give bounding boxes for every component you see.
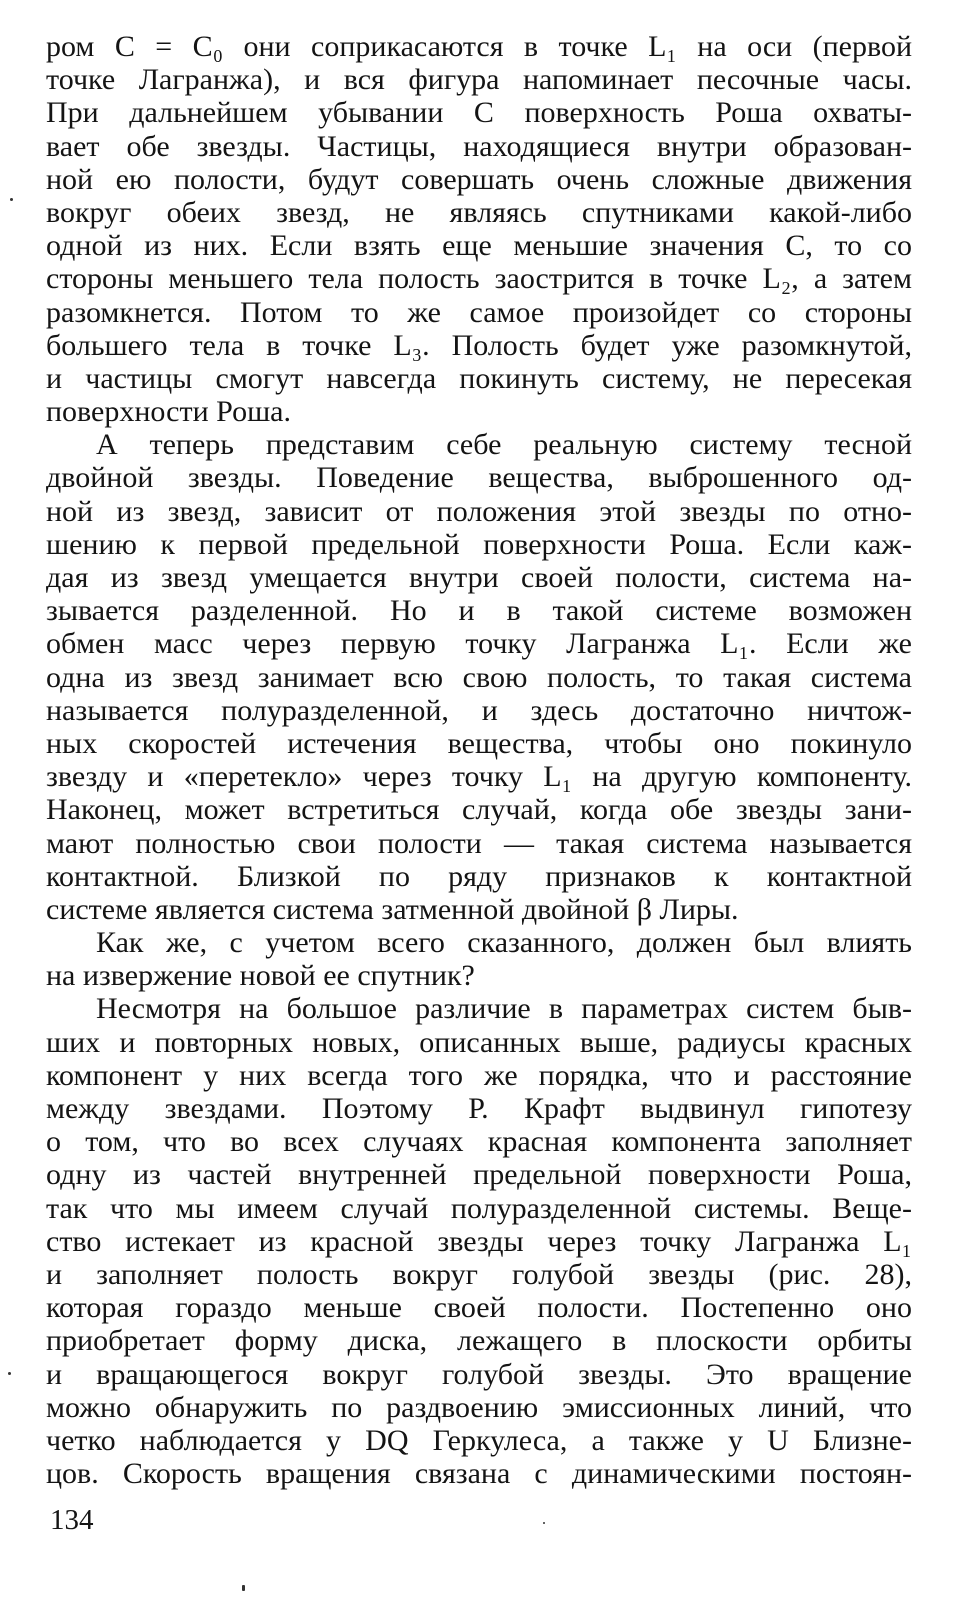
text-line: разомкнется. Потом то же самое произойдет со стороны — [46, 295, 912, 329]
text-line: приобретает форму диска, лежащего в плоскости орбиты — [46, 1324, 912, 1358]
text-line: зывается разделенной. Но и в такой системе возможен — [46, 594, 912, 628]
text-line: вокруг обеих звезд, не являясь спутниками какой-либо — [46, 195, 912, 229]
page-number: 134 — [50, 1504, 94, 1536]
text-line: на извержение новой ее спутник? — [46, 959, 475, 993]
text-line: вает обе звезды. Частицы, находящиеся внутри образован- — [46, 129, 912, 163]
text-line: Наконец, может встретиться случай, когда обе звезды зани- — [46, 793, 912, 827]
text-line: о том, что во всех случаях красная компонента заполняет — [46, 1125, 912, 1159]
paragraph-first-line: Несмотря на большое различие в параметрах систем быв- — [96, 992, 912, 1026]
text-line: ром C = C₀ они соприкасаются в точке L₁ на оси (первой — [46, 30, 912, 63]
text-line: стороны меньшего тела полость заострится в точке L₂, а затем — [46, 262, 912, 296]
text-line: и вращающегося вокруг голубой звезды. Это вращение — [46, 1357, 912, 1391]
text-line: обмен масс через первую точку Лагранжа L₁. Если же — [46, 627, 912, 661]
text-line: одной из них. Если взять еще меньшие значения C, то со — [46, 229, 912, 263]
scan-speck — [242, 1585, 245, 1591]
text-line: контактной. Близкой по ряду признаков к контактной — [46, 859, 912, 893]
text-line: звезду и «перетекло» через точку L₁ на другую компоненту. — [46, 760, 912, 794]
text-line: точке Лагранжа), и вся фигура напоминает песочные часы. — [46, 63, 912, 97]
text-line: цов. Скорость вращения связана с динамическими постоян- — [46, 1457, 912, 1491]
text-line: ство истекает из красной звезды через точку Лагранжа L₁ — [46, 1224, 912, 1258]
text-line: ной ею полости, будут совершать очень сложные движения — [46, 162, 912, 196]
scan-speck — [8, 1372, 11, 1375]
text-line: можно обнаружить по раздвоению эмиссионных линий, что — [46, 1390, 912, 1424]
text-line: При дальнейшем убывании C поверхность Роша охваты- — [46, 96, 912, 130]
text-line: двойной звезды. Поведение вещества, выброшенного од- — [46, 461, 912, 495]
text-line: ной из звезд, зависит от положения этой звезды по отно- — [46, 494, 912, 528]
text-line: ных скоростей истечения вещества, чтобы оно покинуло — [46, 726, 912, 760]
body-text — [46, 30, 912, 1490]
text-line: называется полуразделенной, и здесь достаточно ничтож- — [46, 693, 912, 727]
text-line: поверхности Роша. — [46, 395, 291, 429]
text-line: компонент у них всегда того же порядка, что и расстояние — [46, 1058, 912, 1092]
text-line: ших и повторных новых, описанных выше, радиусы красных — [46, 1025, 912, 1059]
text-line: системе является система затменной двойной β Лиры. — [46, 892, 739, 926]
text-line: мают полностью свои полости — такая система называется — [46, 826, 912, 860]
text-line: одну из частей внутренней предельной поверхности Роша, — [46, 1158, 912, 1192]
scan-speck — [543, 1522, 545, 1524]
paragraph-first-line: А теперь представим себе реальную систему тесной — [96, 428, 912, 462]
text-line: большего тела в точке L₃. Полость будет уже разомкнутой, — [46, 328, 912, 362]
text-line: одна из звезд занимает всю свою полость, то такая система — [46, 660, 912, 694]
paragraph-first-line: Как же, с учетом всего сказанного, должен был влиять — [96, 926, 912, 960]
text-line: так что мы имеем случай полуразделенной системы. Веще- — [46, 1191, 912, 1225]
text-line: и частицы смогут навсегда покинуть систему, не пересекая — [46, 361, 912, 395]
text-line: которая гораздо меньше своей полости. Постепенно оно — [46, 1291, 912, 1325]
text-line: между звездами. Поэтому Р. Крафт выдвинул гипотезу — [46, 1092, 912, 1125]
text-line: дая из звезд умещается внутри своей полости, система на- — [46, 561, 912, 594]
text-line: и заполняет полость вокруг голубой звезды (рис. 28), — [46, 1257, 912, 1291]
text-line: шению к первой предельной поверхности Роша. Если каж- — [46, 527, 912, 561]
scan-speck — [10, 198, 13, 201]
text-line: четко наблюдается у DQ Геркулеса, а также у U Близне- — [46, 1423, 912, 1457]
